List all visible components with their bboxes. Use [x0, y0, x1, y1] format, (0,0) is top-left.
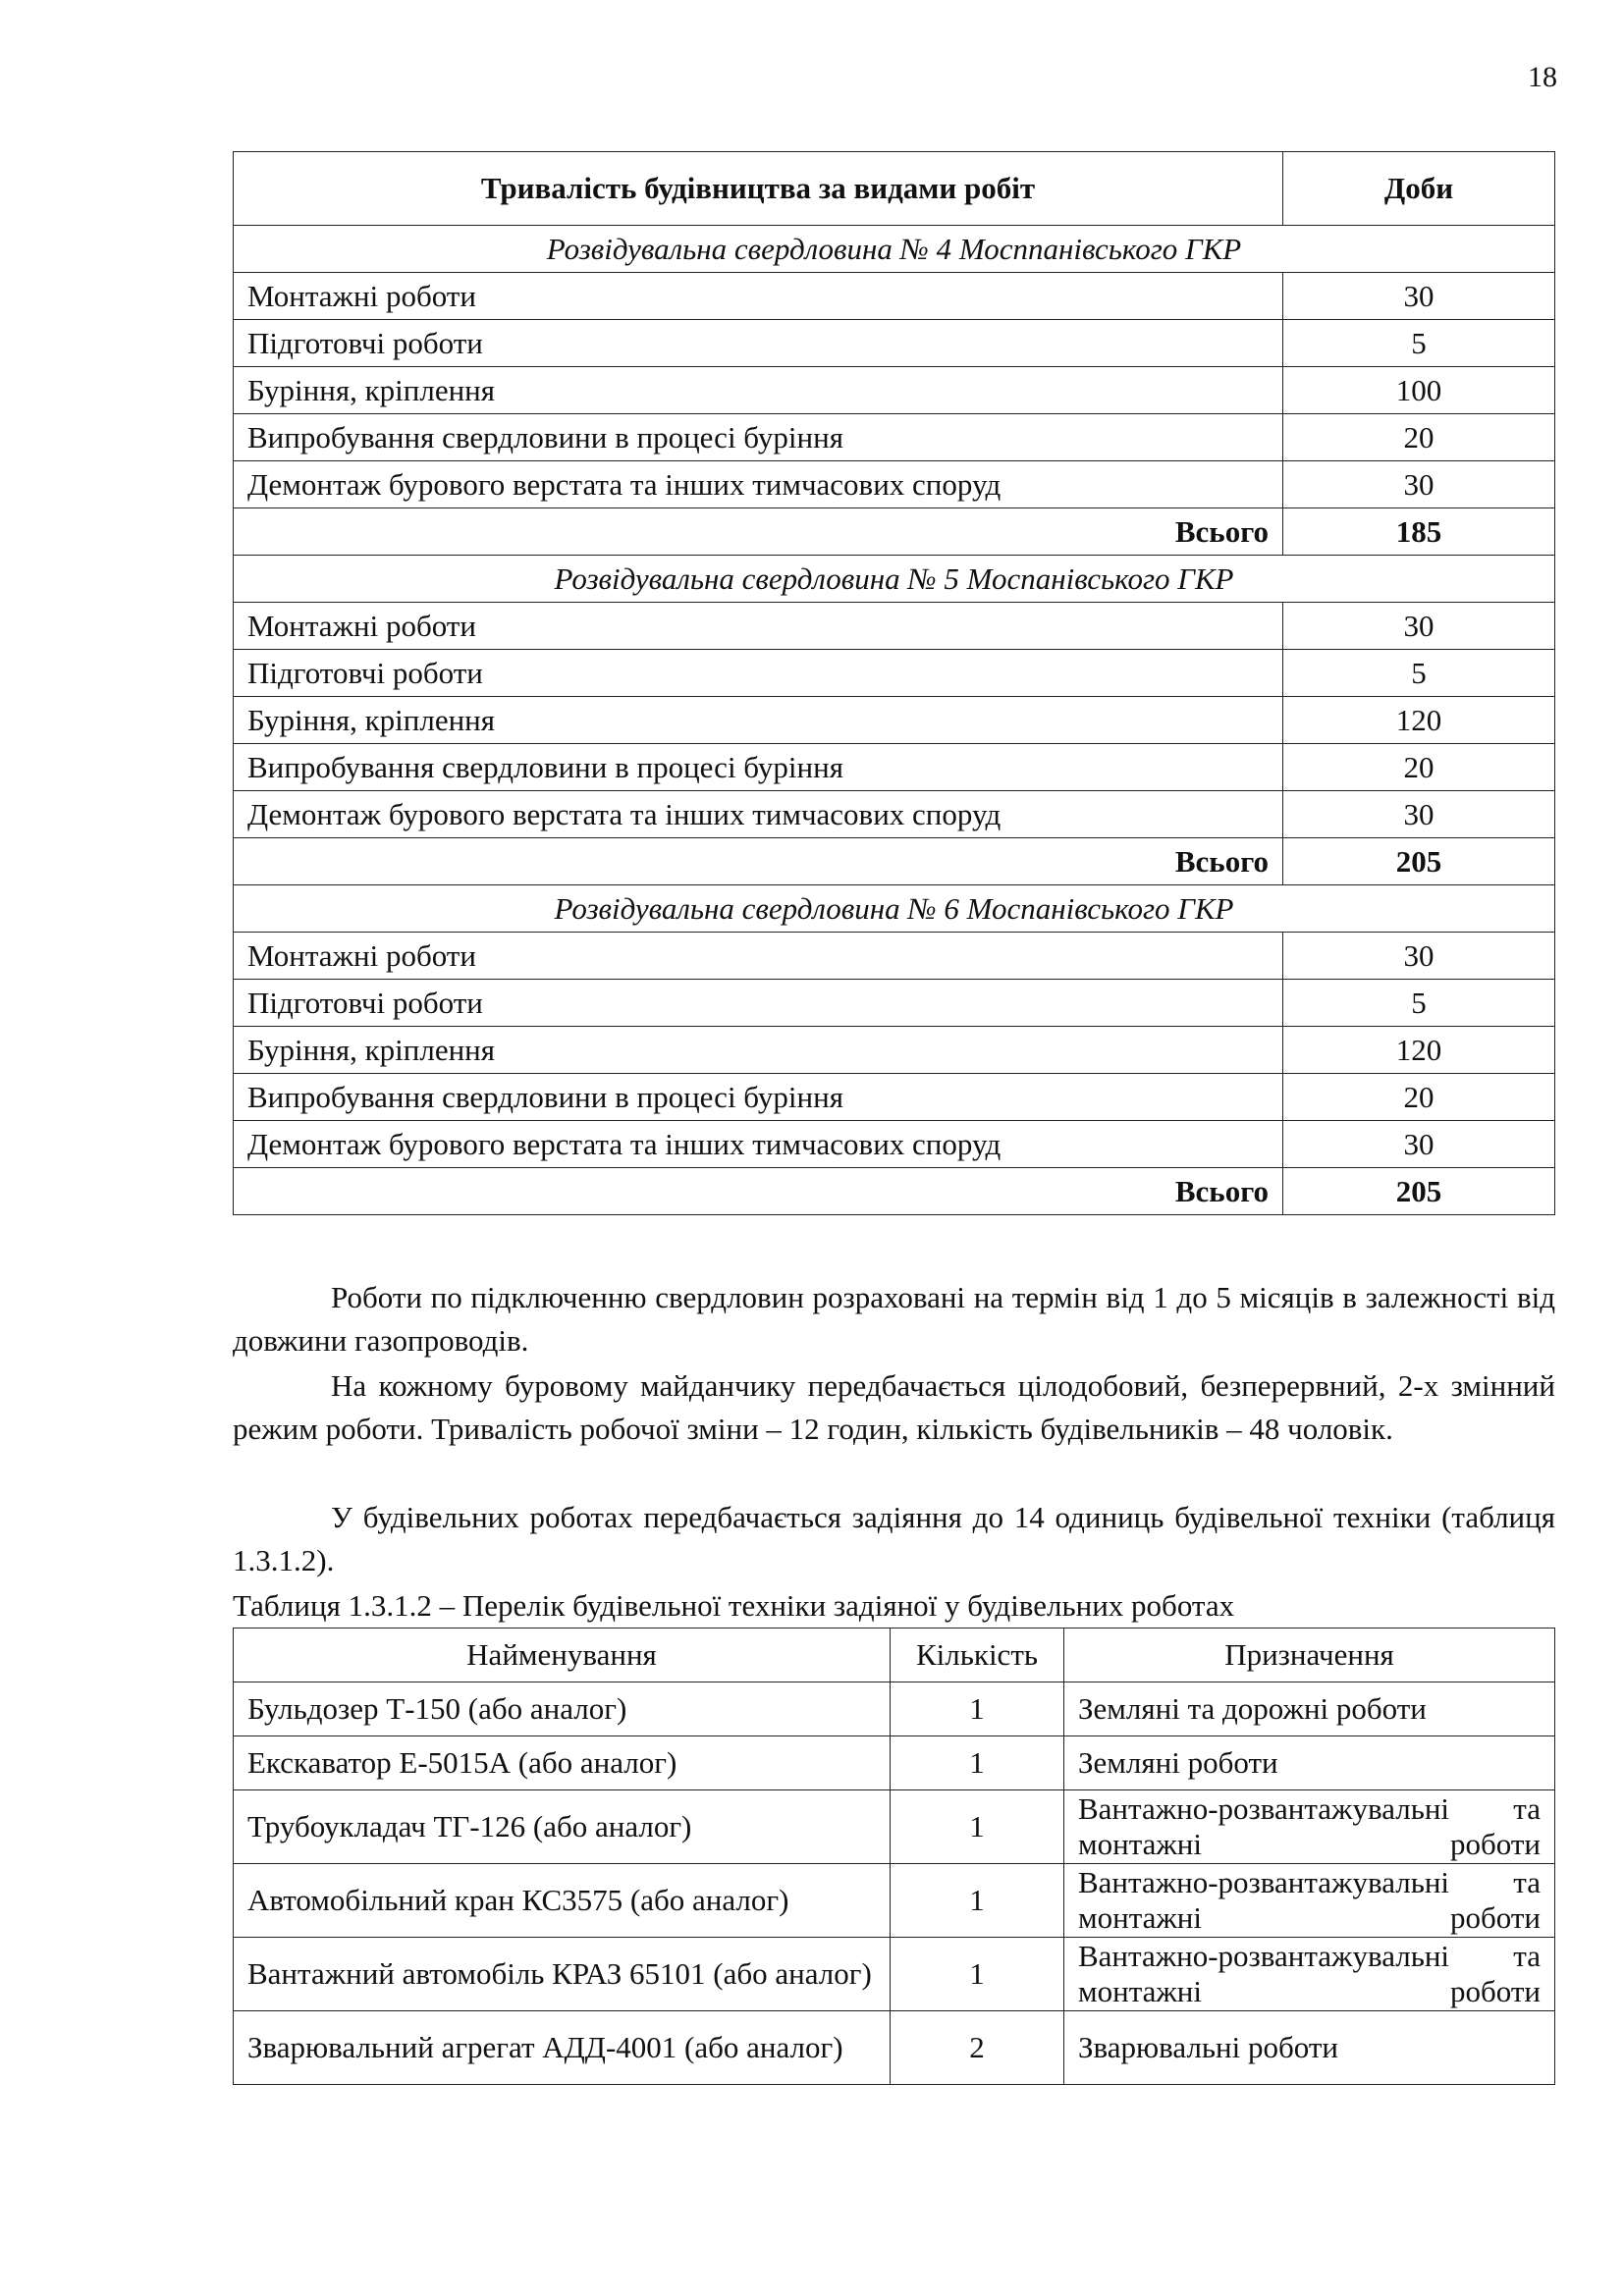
- work-type-cell: Випробування свердловини в процесі буріння: [234, 744, 1283, 791]
- table-row: [234, 461, 1555, 508]
- work-type-cell: Демонтаж бурового верстата та інших тимчасових споруд: [234, 791, 1283, 838]
- table-row: [234, 791, 1555, 838]
- total-row: [234, 508, 1555, 556]
- table-row: [234, 2011, 1555, 2085]
- purpose-cell: Вантажно-розвантажувальні та монтажні роботи: [1064, 1864, 1555, 1938]
- table-row: [234, 1121, 1555, 1168]
- work-type-cell: Підготовчі роботи: [234, 980, 1283, 1027]
- work-type-cell: Монтажні роботи: [234, 933, 1283, 980]
- work-type-cell: Випробування свердловини в процесі буріння: [234, 1074, 1283, 1121]
- equipment-name-cell: Зварювальний агрегат АДД-4001 (або аналог): [234, 2011, 891, 2085]
- days-cell: 20: [1283, 414, 1555, 461]
- total-label: Всього: [234, 1168, 1283, 1215]
- table-row: [234, 1074, 1555, 1121]
- days-cell: 120: [1283, 697, 1555, 744]
- days-cell: 5: [1283, 980, 1555, 1027]
- header-name: Найменування: [234, 1629, 891, 1682]
- table-row: [234, 1027, 1555, 1074]
- table-header-row: [234, 152, 1555, 226]
- table-row: [234, 697, 1555, 744]
- quantity-cell: 1: [891, 1736, 1064, 1790]
- quantity-cell: 1: [891, 1790, 1064, 1864]
- total-label: Всього: [234, 508, 1283, 556]
- work-type-cell: Буріння, кріплення: [234, 367, 1283, 414]
- table-row: [234, 1864, 1555, 1938]
- construction-duration-table: [233, 151, 1555, 1215]
- header-purpose: Призначення: [1064, 1629, 1555, 1682]
- header-quantity: Кількість: [891, 1629, 1064, 1682]
- section-title: Розвідувальна свердловина № 4 Мосппанівського ГКР: [234, 226, 1555, 273]
- table-row: [234, 1938, 1555, 2011]
- quantity-cell: 2: [891, 2011, 1064, 2085]
- table-body: [234, 226, 1555, 1215]
- table-row: [234, 980, 1555, 1027]
- purpose-cell: Зварювальні роботи: [1064, 2011, 1555, 2085]
- purpose-cell: Земляні роботи: [1064, 1736, 1555, 1790]
- equipment-name-cell: Трубоукладач ТГ-126 (або аналог): [234, 1790, 891, 1864]
- total-label: Всього: [234, 838, 1283, 885]
- page-number: 18: [1528, 61, 1557, 93]
- work-type-cell: Буріння, кріплення: [234, 697, 1283, 744]
- purpose-cell: Вантажно-розвантажувальні та монтажні роботи: [1064, 1790, 1555, 1864]
- table-row: [234, 367, 1555, 414]
- work-type-cell: Підготовчі роботи: [234, 650, 1283, 697]
- days-cell: 20: [1283, 744, 1555, 791]
- table-header-row: [234, 1629, 1555, 1682]
- days-cell: 20: [1283, 1074, 1555, 1121]
- quantity-cell: 1: [891, 1938, 1064, 2011]
- days-cell: 120: [1283, 1027, 1555, 1074]
- paragraph-equipment: У будівельних роботах передбачається задіяння до 14 одиниць будівельної техніки (таблиця 1.3.1.2).: [233, 1500, 1555, 1577]
- quantity-cell: 1: [891, 1682, 1064, 1736]
- equipment-name-cell: Екскаватор Е-5015А (або аналог): [234, 1736, 891, 1790]
- header-work-type: Тривалість будівництва за видами робіт: [234, 152, 1283, 226]
- work-type-cell: Монтажні роботи: [234, 603, 1283, 650]
- days-cell: 5: [1283, 650, 1555, 697]
- equipment-name-cell: Вантажний автомобіль КРАЗ 65101 (або аналог): [234, 1938, 891, 2011]
- equipment-name-cell: Бульдозер Т-150 (або аналог): [234, 1682, 891, 1736]
- table-caption: Таблиця 1.3.1.2 – Перелік будівельної техніки задіяної у будівельних роботах: [233, 1588, 1235, 1623]
- table-row: [234, 744, 1555, 791]
- work-type-cell: Демонтаж бурового верстата та інших тимчасових споруд: [234, 461, 1283, 508]
- total-value: 185: [1283, 508, 1555, 556]
- paragraph-connection: Роботи по підключенню свердловин розраховані на термін від 1 до 5 місяців в залежності від довжини газопроводів.: [233, 1280, 1555, 1358]
- table-row: [234, 650, 1555, 697]
- days-cell: 30: [1283, 603, 1555, 650]
- work-type-cell: Монтажні роботи: [234, 273, 1283, 320]
- days-cell: 100: [1283, 367, 1555, 414]
- table-row: [234, 414, 1555, 461]
- quantity-cell: 1: [891, 1864, 1064, 1938]
- section-title: Розвідувальна свердловина № 5 Моспанівського ГКР: [234, 556, 1555, 603]
- days-cell: 30: [1283, 791, 1555, 838]
- equipment-name-cell: Автомобільний кран КС3575 (або аналог): [234, 1864, 891, 1938]
- days-cell: 30: [1283, 933, 1555, 980]
- section-title: Розвідувальна свердловина № 6 Моспанівського ГКР: [234, 885, 1555, 933]
- purpose-cell: Земляні та дорожні роботи: [1064, 1682, 1555, 1736]
- work-type-cell: Випробування свердловини в процесі буріння: [234, 414, 1283, 461]
- header-days: Доби: [1283, 152, 1555, 226]
- section-row: [234, 885, 1555, 933]
- days-cell: 30: [1283, 1121, 1555, 1168]
- table-row: [234, 1736, 1555, 1790]
- total-value: 205: [1283, 838, 1555, 885]
- table-row: [234, 273, 1555, 320]
- total-value: 205: [1283, 1168, 1555, 1215]
- section-row: [234, 226, 1555, 273]
- total-row: [234, 838, 1555, 885]
- table-body: [234, 1682, 1555, 2085]
- work-type-cell: Демонтаж бурового верстата та інших тимчасових споруд: [234, 1121, 1283, 1168]
- table-row: [234, 1682, 1555, 1736]
- equipment-table: [233, 1628, 1555, 2085]
- purpose-cell: Вантажно-розвантажувальні та монтажні роботи: [1064, 1938, 1555, 2011]
- section-row: [234, 556, 1555, 603]
- work-type-cell: Буріння, кріплення: [234, 1027, 1283, 1074]
- days-cell: 30: [1283, 461, 1555, 508]
- table-row: [234, 603, 1555, 650]
- days-cell: 5: [1283, 320, 1555, 367]
- paragraph-work-mode: На кожному буровому майданчику передбачається цілодобовий, безперервний, 2-х змінний режим роботи. Тривалість робочої зміни – 12 годин, кількість будівельників – 48 чоловік.: [233, 1368, 1555, 1446]
- table-row: [234, 320, 1555, 367]
- days-cell: 30: [1283, 273, 1555, 320]
- table-row: [234, 933, 1555, 980]
- table-row: [234, 1790, 1555, 1864]
- total-row: [234, 1168, 1555, 1215]
- work-type-cell: Підготовчі роботи: [234, 320, 1283, 367]
